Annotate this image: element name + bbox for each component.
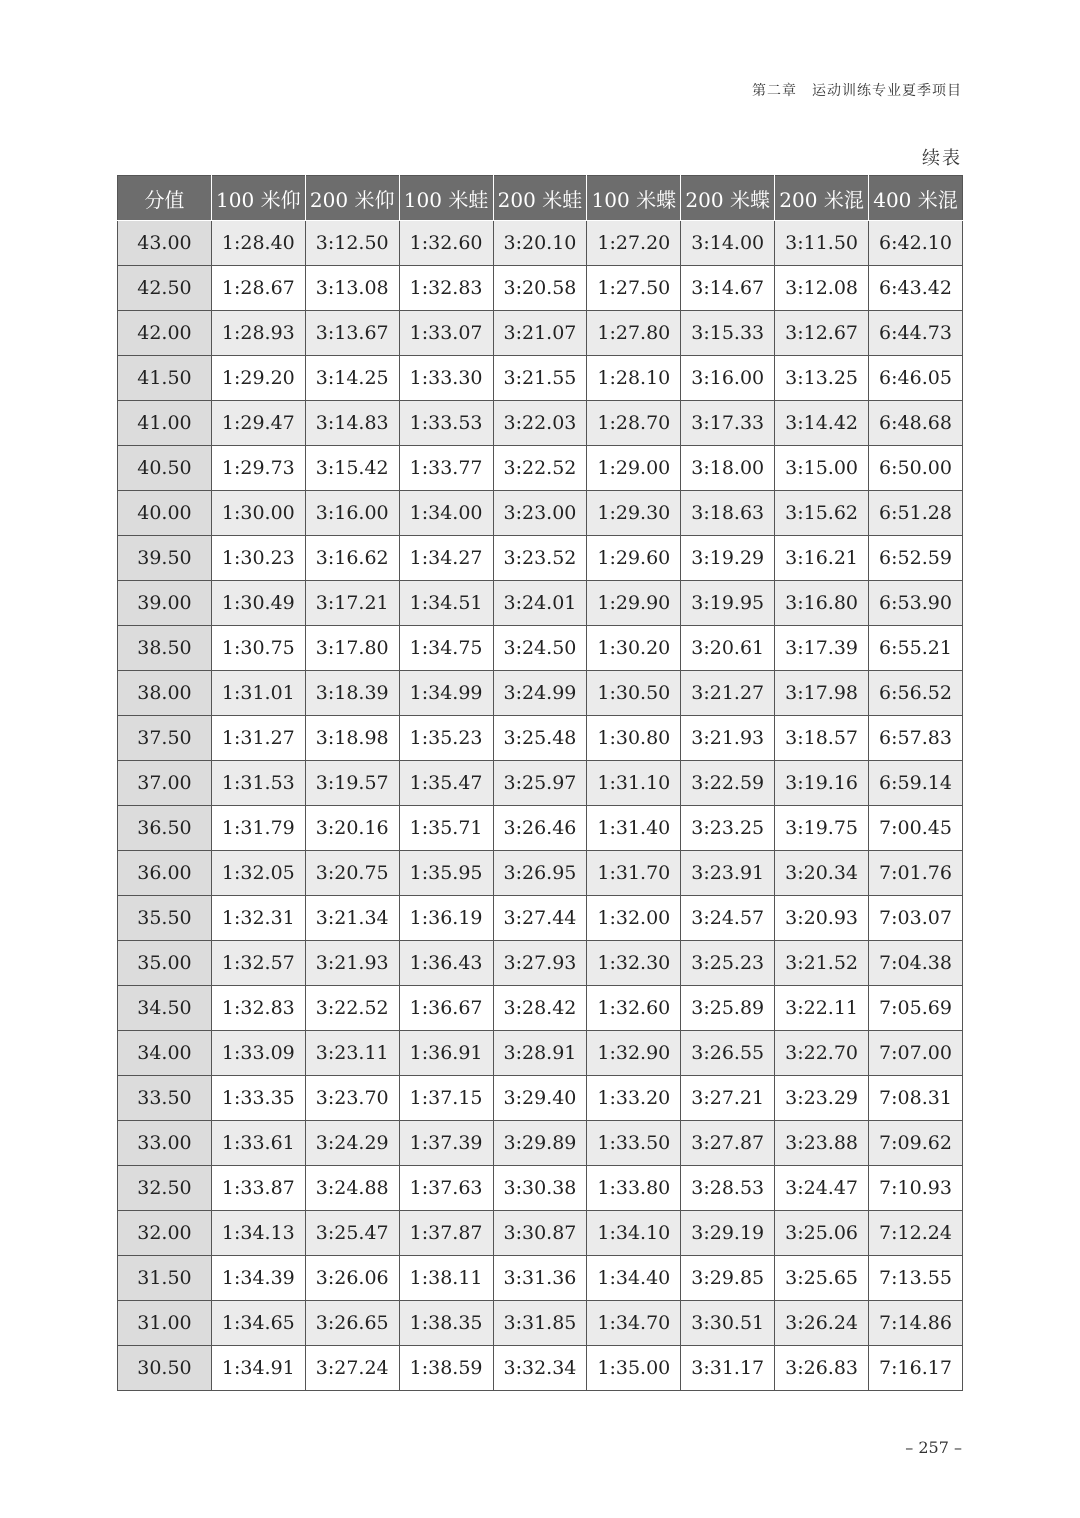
time-cell: 1:29.90 [587,581,681,626]
score-cell: 42.00 [118,311,212,356]
time-cell: 1:34.65 [211,1301,305,1346]
score-cell: 35.00 [118,941,212,986]
time-cell: 3:14.67 [681,266,775,311]
time-cell: 3:27.21 [681,1076,775,1121]
time-cell: 3:20.16 [305,806,399,851]
time-cell: 3:21.55 [493,356,587,401]
time-cell: 1:33.07 [399,311,493,356]
score-cell: 34.00 [118,1031,212,1076]
time-cell: 1:31.40 [587,806,681,851]
time-cell: 1:31.01 [211,671,305,716]
time-cell: 3:15.00 [775,446,869,491]
time-cell: 1:35.47 [399,761,493,806]
time-cell: 7:10.93 [869,1166,963,1211]
score-cell: 37.50 [118,716,212,761]
time-cell: 3:26.65 [305,1301,399,1346]
time-cell: 7:14.86 [869,1301,963,1346]
score-cell: 40.50 [118,446,212,491]
score-cell: 35.50 [118,896,212,941]
time-cell: 1:33.80 [587,1166,681,1211]
score-cell: 41.00 [118,401,212,446]
time-cell: 3:15.42 [305,446,399,491]
time-cell: 1:34.91 [211,1346,305,1391]
score-cell: 31.00 [118,1301,212,1346]
time-cell: 3:23.52 [493,536,587,581]
time-cell: 3:23.91 [681,851,775,896]
time-cell: 1:30.20 [587,626,681,671]
time-cell: 3:30.87 [493,1211,587,1256]
time-cell: 3:24.50 [493,626,587,671]
time-cell: 6:44.73 [869,311,963,356]
time-cell: 3:14.00 [681,221,775,266]
time-cell: 3:23.29 [775,1076,869,1121]
table-row [118,581,963,626]
score-cell: 38.00 [118,671,212,716]
time-cell: 1:32.83 [211,986,305,1031]
time-cell: 3:25.48 [493,716,587,761]
time-cell: 1:30.23 [211,536,305,581]
time-cell: 3:17.39 [775,626,869,671]
time-cell: 3:23.88 [775,1121,869,1166]
table-row [118,806,963,851]
time-cell: 3:16.21 [775,536,869,581]
time-cell: 6:52.59 [869,536,963,581]
time-cell: 1:35.23 [399,716,493,761]
time-cell: 7:16.17 [869,1346,963,1391]
time-cell: 3:24.29 [305,1121,399,1166]
time-cell: 3:31.85 [493,1301,587,1346]
time-cell: 1:32.30 [587,941,681,986]
time-cell: 3:20.61 [681,626,775,671]
time-cell: 1:34.10 [587,1211,681,1256]
table-row [118,1166,963,1211]
time-cell: 3:28.91 [493,1031,587,1076]
score-cell: 32.50 [118,1166,212,1211]
time-cell: 1:34.39 [211,1256,305,1301]
time-cell: 3:19.95 [681,581,775,626]
table-row [118,356,963,401]
time-cell: 3:19.16 [775,761,869,806]
score-cell: 43.00 [118,221,212,266]
time-cell: 3:22.70 [775,1031,869,1076]
time-cell: 3:22.59 [681,761,775,806]
time-cell: 1:32.00 [587,896,681,941]
column-header: 100 米仰 [211,176,305,221]
time-cell: 3:20.75 [305,851,399,896]
score-cell: 36.50 [118,806,212,851]
time-cell: 3:13.67 [305,311,399,356]
time-cell: 3:16.00 [681,356,775,401]
time-cell: 3:26.46 [493,806,587,851]
time-cell: 7:12.24 [869,1211,963,1256]
time-cell: 1:36.67 [399,986,493,1031]
time-cell: 3:21.07 [493,311,587,356]
time-cell: 3:24.99 [493,671,587,716]
time-cell: 3:12.67 [775,311,869,356]
score-cell: 31.50 [118,1256,212,1301]
time-cell: 3:25.65 [775,1256,869,1301]
score-table [117,175,963,1391]
time-cell: 1:32.83 [399,266,493,311]
time-cell: 3:26.55 [681,1031,775,1076]
table-row [118,536,963,581]
time-cell: 3:18.98 [305,716,399,761]
time-cell: 1:33.50 [587,1121,681,1166]
time-cell: 3:23.11 [305,1031,399,1076]
time-cell: 1:31.79 [211,806,305,851]
time-cell: 3:27.93 [493,941,587,986]
time-cell: 6:46.05 [869,356,963,401]
time-cell: 1:29.00 [587,446,681,491]
time-cell: 3:19.75 [775,806,869,851]
time-cell: 1:35.00 [587,1346,681,1391]
time-cell: 7:08.31 [869,1076,963,1121]
time-cell: 6:55.21 [869,626,963,671]
table-row [118,446,963,491]
table-row [118,1076,963,1121]
time-cell: 7:01.76 [869,851,963,896]
table-row [118,311,963,356]
time-cell: 6:57.83 [869,716,963,761]
time-cell: 1:27.20 [587,221,681,266]
time-cell: 3:26.83 [775,1346,869,1391]
table-row [118,491,963,536]
time-cell: 1:30.80 [587,716,681,761]
time-cell: 1:32.05 [211,851,305,896]
time-cell: 1:38.35 [399,1301,493,1346]
time-cell: 1:36.43 [399,941,493,986]
time-cell: 7:05.69 [869,986,963,1031]
time-cell: 3:27.24 [305,1346,399,1391]
table-row [118,671,963,716]
time-cell: 3:18.00 [681,446,775,491]
time-cell: 1:32.31 [211,896,305,941]
score-cell: 34.50 [118,986,212,1031]
time-cell: 1:37.39 [399,1121,493,1166]
time-cell: 3:29.89 [493,1121,587,1166]
table-row [118,716,963,761]
time-cell: 3:21.34 [305,896,399,941]
time-cell: 1:31.10 [587,761,681,806]
time-cell: 3:25.47 [305,1211,399,1256]
score-cell: 32.00 [118,1211,212,1256]
column-header: 200 米蛙 [493,176,587,221]
table-row [118,401,963,446]
table-row [118,761,963,806]
time-cell: 3:23.00 [493,491,587,536]
time-cell: 3:24.88 [305,1166,399,1211]
time-cell: 7:07.00 [869,1031,963,1076]
time-cell: 3:26.24 [775,1301,869,1346]
time-cell: 6:42.10 [869,221,963,266]
table-row [118,1031,963,1076]
time-cell: 3:17.33 [681,401,775,446]
score-cell: 36.00 [118,851,212,896]
time-cell: 1:34.70 [587,1301,681,1346]
time-cell: 1:29.30 [587,491,681,536]
time-cell: 1:36.91 [399,1031,493,1076]
score-cell: 42.50 [118,266,212,311]
column-header: 100 米蛙 [399,176,493,221]
table-row [118,1301,963,1346]
time-cell: 1:33.77 [399,446,493,491]
time-cell: 3:18.63 [681,491,775,536]
time-cell: 3:21.52 [775,941,869,986]
time-cell: 1:33.09 [211,1031,305,1076]
time-cell: 3:13.08 [305,266,399,311]
time-cell: 6:48.68 [869,401,963,446]
time-cell: 1:33.35 [211,1076,305,1121]
time-cell: 3:31.36 [493,1256,587,1301]
time-cell: 3:17.80 [305,626,399,671]
table-body [118,221,963,1391]
time-cell: 3:16.00 [305,491,399,536]
time-cell: 1:29.47 [211,401,305,446]
page-number: – 257 – [905,1438,962,1457]
time-cell: 3:29.19 [681,1211,775,1256]
score-cell: 37.00 [118,761,212,806]
time-cell: 1:30.00 [211,491,305,536]
time-cell: 3:17.21 [305,581,399,626]
time-cell: 3:17.98 [775,671,869,716]
time-cell: 1:28.93 [211,311,305,356]
time-cell: 3:14.25 [305,356,399,401]
time-cell: 6:51.28 [869,491,963,536]
time-cell: 1:38.11 [399,1256,493,1301]
score-cell: 41.50 [118,356,212,401]
time-cell: 3:20.34 [775,851,869,896]
time-cell: 3:30.51 [681,1301,775,1346]
table-row [118,986,963,1031]
column-header: 200 米混 [775,176,869,221]
time-cell: 3:29.40 [493,1076,587,1121]
time-cell: 7:03.07 [869,896,963,941]
time-cell: 3:11.50 [775,221,869,266]
time-cell: 1:31.53 [211,761,305,806]
continued-label: 续表 [922,148,962,169]
time-cell: 3:21.27 [681,671,775,716]
score-cell: 30.50 [118,1346,212,1391]
time-cell: 1:27.50 [587,266,681,311]
time-cell: 7:13.55 [869,1256,963,1301]
time-cell: 3:32.34 [493,1346,587,1391]
time-cell: 3:15.33 [681,311,775,356]
table-row [118,626,963,671]
table-row [118,896,963,941]
header-row [118,176,963,221]
time-cell: 3:13.25 [775,356,869,401]
time-cell: 1:35.95 [399,851,493,896]
time-cell: 7:04.38 [869,941,963,986]
time-cell: 3:30.38 [493,1166,587,1211]
time-cell: 1:35.71 [399,806,493,851]
time-cell: 3:20.93 [775,896,869,941]
time-cell: 3:26.06 [305,1256,399,1301]
time-cell: 1:36.19 [399,896,493,941]
time-cell: 1:28.10 [587,356,681,401]
time-cell: 3:28.53 [681,1166,775,1211]
time-cell: 1:33.61 [211,1121,305,1166]
score-cell: 39.50 [118,536,212,581]
table-header [118,176,963,221]
time-cell: 3:20.10 [493,221,587,266]
table-row [118,221,963,266]
table-row [118,266,963,311]
time-cell: 1:34.27 [399,536,493,581]
time-cell: 1:28.67 [211,266,305,311]
time-cell: 1:30.75 [211,626,305,671]
time-cell: 3:28.42 [493,986,587,1031]
time-cell: 1:33.53 [399,401,493,446]
time-cell: 3:22.03 [493,401,587,446]
time-cell: 1:30.49 [211,581,305,626]
time-cell: 3:18.39 [305,671,399,716]
time-cell: 3:20.58 [493,266,587,311]
time-cell: 1:32.90 [587,1031,681,1076]
time-cell: 1:33.30 [399,356,493,401]
time-cell: 3:22.11 [775,986,869,1031]
time-cell: 3:23.25 [681,806,775,851]
time-cell: 6:59.14 [869,761,963,806]
running-head: 第二章 运动训练专业夏季项目 [752,83,962,99]
column-header: 400 米混 [869,176,963,221]
time-cell: 1:32.60 [399,221,493,266]
time-cell: 3:27.87 [681,1121,775,1166]
time-cell: 3:19.29 [681,536,775,581]
time-cell: 1:32.60 [587,986,681,1031]
time-cell: 1:28.70 [587,401,681,446]
table-row [118,1256,963,1301]
time-cell: 1:31.27 [211,716,305,761]
time-cell: 3:31.17 [681,1346,775,1391]
time-cell: 3:24.57 [681,896,775,941]
time-cell: 3:29.85 [681,1256,775,1301]
time-cell: 7:00.45 [869,806,963,851]
time-cell: 3:15.62 [775,491,869,536]
time-cell: 3:25.23 [681,941,775,986]
time-cell: 1:34.75 [399,626,493,671]
time-cell: 1:29.73 [211,446,305,491]
table-row [118,1121,963,1166]
time-cell: 7:09.62 [869,1121,963,1166]
time-cell: 3:26.95 [493,851,587,896]
time-cell: 6:53.90 [869,581,963,626]
time-cell: 3:21.93 [305,941,399,986]
time-cell: 3:22.52 [305,986,399,1031]
time-cell: 1:28.40 [211,221,305,266]
time-cell: 6:50.00 [869,446,963,491]
time-cell: 1:34.00 [399,491,493,536]
time-cell: 3:14.83 [305,401,399,446]
table-row [118,941,963,986]
time-cell: 3:25.97 [493,761,587,806]
time-cell: 3:18.57 [775,716,869,761]
table-row [118,1346,963,1391]
time-cell: 1:37.15 [399,1076,493,1121]
column-header: 200 米蝶 [681,176,775,221]
time-cell: 1:33.87 [211,1166,305,1211]
score-cell: 33.50 [118,1076,212,1121]
column-header: 200 米仰 [305,176,399,221]
time-cell: 1:34.51 [399,581,493,626]
time-cell: 6:56.52 [869,671,963,716]
time-cell: 3:22.52 [493,446,587,491]
time-cell: 3:24.01 [493,581,587,626]
table-row [118,1211,963,1256]
score-cell: 38.50 [118,626,212,671]
time-cell: 3:25.06 [775,1211,869,1256]
time-cell: 3:23.70 [305,1076,399,1121]
time-cell: 1:37.63 [399,1166,493,1211]
time-cell: 3:21.93 [681,716,775,761]
table-row [118,851,963,896]
time-cell: 1:30.50 [587,671,681,716]
time-cell: 3:27.44 [493,896,587,941]
time-cell: 3:12.50 [305,221,399,266]
time-cell: 3:12.08 [775,266,869,311]
time-cell: 1:34.99 [399,671,493,716]
time-cell: 1:33.20 [587,1076,681,1121]
time-cell: 1:27.80 [587,311,681,356]
column-header: 分值 [118,176,212,221]
time-cell: 1:34.13 [211,1211,305,1256]
time-cell: 3:19.57 [305,761,399,806]
time-cell: 1:32.57 [211,941,305,986]
score-cell: 40.00 [118,491,212,536]
time-cell: 3:25.89 [681,986,775,1031]
time-cell: 1:31.70 [587,851,681,896]
score-cell: 39.00 [118,581,212,626]
time-cell: 3:24.47 [775,1166,869,1211]
time-cell: 3:14.42 [775,401,869,446]
time-cell: 1:29.20 [211,356,305,401]
time-cell: 1:37.87 [399,1211,493,1256]
time-cell: 1:29.60 [587,536,681,581]
score-cell: 33.00 [118,1121,212,1166]
time-cell: 1:34.40 [587,1256,681,1301]
time-cell: 3:16.62 [305,536,399,581]
time-cell: 3:16.80 [775,581,869,626]
time-cell: 1:38.59 [399,1346,493,1391]
time-cell: 6:43.42 [869,266,963,311]
column-header: 100 米蝶 [587,176,681,221]
